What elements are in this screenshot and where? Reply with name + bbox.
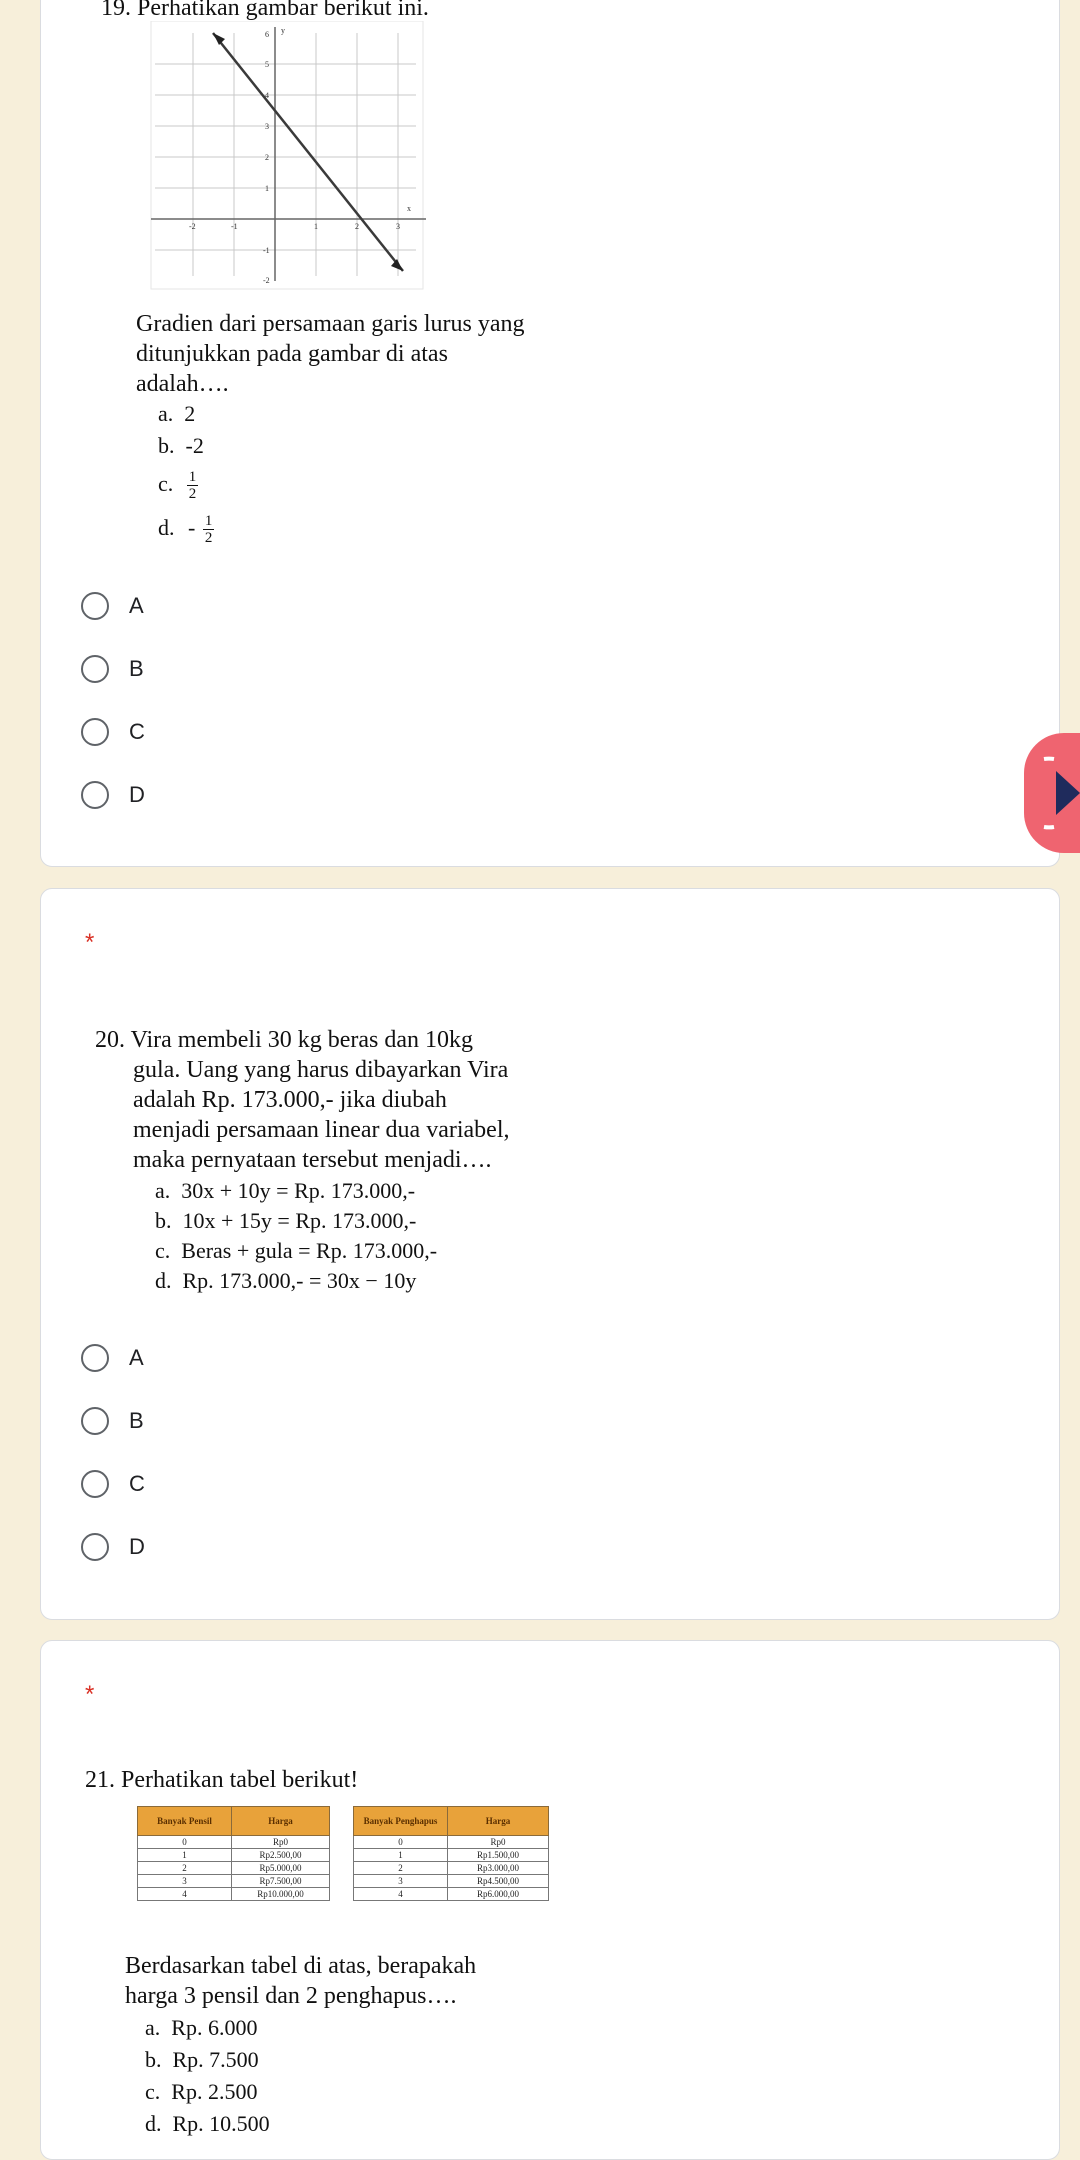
question-20-line: adalah Rp. 173.000,- jika diubah xyxy=(133,1087,447,1113)
question-21-line: Berdasarkan tabel di atas, berapakah xyxy=(125,1953,477,1979)
radio-option-a[interactable] xyxy=(81,1334,144,1382)
option-letter: c. xyxy=(158,471,174,496)
table-cell: 2 xyxy=(354,1862,448,1875)
y-tick-label: 1 xyxy=(265,184,269,193)
table-cell: 1 xyxy=(138,1849,232,1862)
table-header: Harga xyxy=(448,1807,549,1836)
question-19-line: Gradien dari persamaan garis lurus yang xyxy=(136,311,525,337)
question-card-19 xyxy=(40,0,1060,867)
table-row xyxy=(354,1836,549,1849)
table-row xyxy=(138,1888,330,1901)
option-c xyxy=(145,2077,257,2107)
table-row xyxy=(354,1888,549,1901)
table-cell: Rp5.000,00 xyxy=(232,1862,330,1875)
next-section-tab[interactable] xyxy=(1024,733,1080,853)
table-header: Banyak Pensil xyxy=(138,1807,232,1836)
table-header: Banyak Penghapus xyxy=(354,1807,448,1836)
option-letter: a. xyxy=(158,401,174,426)
radio-button[interactable] xyxy=(81,1533,109,1561)
option-c xyxy=(158,469,198,502)
radio-button[interactable] xyxy=(81,655,109,683)
radio-label: D xyxy=(129,1534,145,1559)
radio-option-c[interactable] xyxy=(81,1460,145,1508)
option-letter: d. xyxy=(145,2111,162,2136)
y-tick-label: -1 xyxy=(263,246,270,255)
table-cell: Rp2.500,00 xyxy=(232,1849,330,1862)
question-20-line: menjadi persamaan linear dua variabel, xyxy=(133,1117,510,1143)
option-letter: d. xyxy=(155,1268,172,1293)
y-tick-label: 3 xyxy=(265,122,269,131)
option-letter: b. xyxy=(155,1208,172,1233)
radio-button[interactable] xyxy=(81,592,109,620)
y-tick-label: 6 xyxy=(265,30,269,39)
table-row xyxy=(354,1849,549,1862)
option-d xyxy=(145,2109,270,2139)
chevron-right-icon xyxy=(1038,753,1080,833)
table-cell: 2 xyxy=(138,1862,232,1875)
table-cell: Rp0 xyxy=(448,1836,549,1849)
option-text: 2 xyxy=(184,401,196,426)
option-b xyxy=(155,1206,416,1236)
table-cell: 1 xyxy=(354,1849,448,1862)
table-cell: 4 xyxy=(138,1888,232,1901)
option-text: Beras + gula = Rp. 173.000,- xyxy=(181,1238,438,1263)
table-row xyxy=(138,1836,330,1849)
table-cell: 3 xyxy=(138,1875,232,1888)
required-asterisk: * xyxy=(85,929,95,956)
radio-button[interactable] xyxy=(81,781,109,809)
fraction-denominator: 2 xyxy=(188,486,197,503)
option-a xyxy=(155,1176,415,1206)
table-cell: Rp1.500,00 xyxy=(448,1849,549,1862)
radio-label: D xyxy=(129,782,145,807)
table-cell: Rp0 xyxy=(232,1836,330,1849)
question-19-graph xyxy=(141,21,461,311)
table-cell: Rp4.500,00 xyxy=(448,1875,549,1888)
radio-label: C xyxy=(129,719,145,744)
table-cell: 0 xyxy=(354,1836,448,1849)
radio-option-a[interactable] xyxy=(81,582,144,630)
option-c xyxy=(155,1236,437,1266)
required-asterisk: * xyxy=(85,1681,95,1708)
option-letter: d. xyxy=(158,515,175,540)
y-tick-label: 4 xyxy=(265,91,269,100)
option-letter: c. xyxy=(155,1238,171,1263)
radio-option-c[interactable] xyxy=(81,708,145,756)
option-a xyxy=(145,2013,257,2043)
option-sign: - xyxy=(188,515,196,540)
option-text: Rp. 7.500 xyxy=(172,2047,259,2072)
table-row xyxy=(354,1875,549,1888)
table-cell: Rp7.500,00 xyxy=(232,1875,330,1888)
option-b xyxy=(158,431,204,461)
table-row xyxy=(138,1875,330,1888)
option-d xyxy=(155,1266,416,1296)
option-letter: b. xyxy=(158,433,175,458)
table-cell: 4 xyxy=(354,1888,448,1901)
table-row xyxy=(138,1862,330,1875)
x-axis-label: x xyxy=(407,204,411,213)
radio-label: C xyxy=(129,1471,145,1496)
option-text: -2 xyxy=(185,433,204,458)
question-card-21 xyxy=(40,1640,1060,2160)
radio-button[interactable] xyxy=(81,718,109,746)
question-19-line: ditunjukkan pada gambar di atas xyxy=(136,341,448,367)
fraction-numerator: 1 xyxy=(188,469,197,486)
question-21-line: harga 3 pensil dan 2 penghapus…. xyxy=(125,1983,457,2009)
table-cell: 3 xyxy=(354,1875,448,1888)
x-tick-label: 1 xyxy=(314,222,318,231)
x-tick-label: -1 xyxy=(231,222,238,231)
option-letter: b. xyxy=(145,2047,162,2072)
table-header: Harga xyxy=(232,1807,330,1836)
radio-button[interactable] xyxy=(81,1407,109,1435)
radio-option-d[interactable] xyxy=(81,771,145,819)
table-cell: 0 xyxy=(138,1836,232,1849)
option-a xyxy=(158,399,195,429)
y-tick-label: 2 xyxy=(265,153,269,162)
option-letter: a. xyxy=(145,2015,161,2040)
question-19-title: 19. Perhatikan gambar berikut ini. xyxy=(101,0,429,21)
radio-label: B xyxy=(129,1408,144,1433)
radio-button[interactable] xyxy=(81,1470,109,1498)
option-text: Rp. 173.000,- = 30x − 10y xyxy=(182,1268,417,1293)
x-tick-label: 3 xyxy=(396,222,400,231)
question-card-20 xyxy=(40,888,1060,1620)
radio-option-b[interactable] xyxy=(81,645,144,693)
option-d xyxy=(158,513,214,546)
option-text: Rp. 2.500 xyxy=(171,2079,258,2104)
fraction-numerator: 1 xyxy=(204,513,213,530)
radio-option-b[interactable] xyxy=(81,1397,144,1445)
table-row xyxy=(354,1862,549,1875)
option-text: 10x + 15y = Rp. 173.000,- xyxy=(182,1208,417,1233)
x-tick-label: 2 xyxy=(355,222,359,231)
option-b xyxy=(145,2045,259,2075)
radio-option-d[interactable] xyxy=(81,1523,145,1571)
fraction xyxy=(203,513,215,546)
x-tick-label: -2 xyxy=(189,222,196,231)
penghapus-price-table xyxy=(353,1806,549,1901)
y-tick-label: -2 xyxy=(263,276,270,285)
option-letter: c. xyxy=(145,2079,161,2104)
radio-label: A xyxy=(129,593,144,618)
table-cell: Rp3.000,00 xyxy=(448,1862,549,1875)
option-text: 30x + 10y = Rp. 173.000,- xyxy=(181,1178,416,1203)
y-tick-label: 5 xyxy=(265,60,269,69)
table-row xyxy=(138,1849,330,1862)
radio-button[interactable] xyxy=(81,1344,109,1372)
pensil-price-table xyxy=(137,1806,330,1901)
fraction xyxy=(187,469,199,502)
radio-label: B xyxy=(129,656,144,681)
table-cell: Rp6.000,00 xyxy=(448,1888,549,1901)
question-20-line: gula. Uang yang harus dibayarkan Vira xyxy=(133,1057,509,1083)
question-21-title: 21. Perhatikan tabel berikut! xyxy=(85,1767,359,1793)
option-text: Rp. 10.500 xyxy=(172,2111,270,2136)
table-cell: Rp10.000,00 xyxy=(232,1888,330,1901)
option-text: Rp. 6.000 xyxy=(171,2015,258,2040)
fraction-denominator: 2 xyxy=(204,530,213,547)
question-20-line: 20. Vira membeli 30 kg beras dan 10kg xyxy=(95,1027,474,1053)
question-20-line: maka pernyataan tersebut menjadi…. xyxy=(133,1147,492,1173)
question-19-line: adalah…. xyxy=(136,371,229,397)
y-axis-label: y xyxy=(281,26,285,35)
radio-label: A xyxy=(129,1345,144,1370)
option-letter: a. xyxy=(155,1178,171,1203)
